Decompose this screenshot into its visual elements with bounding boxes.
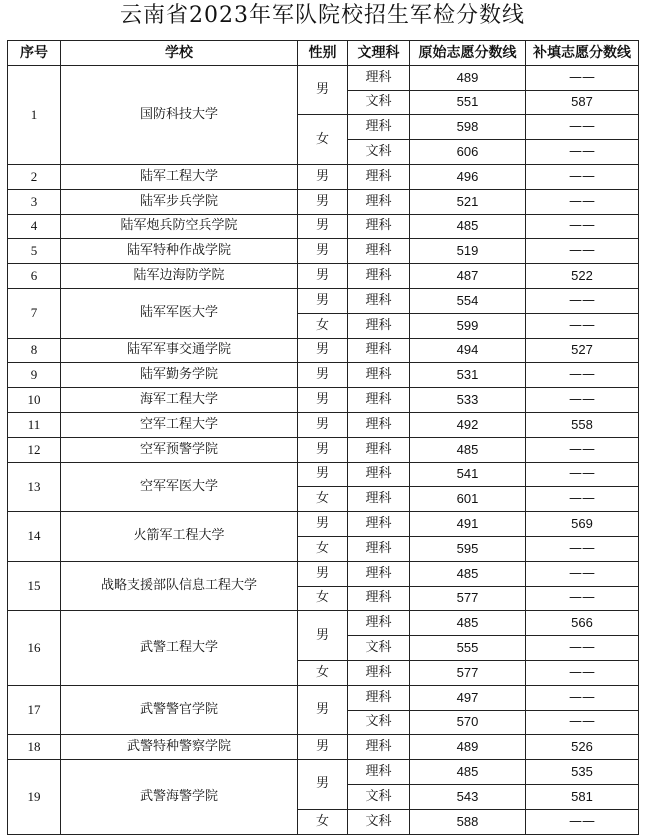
table-body xyxy=(8,65,639,834)
cell-original-score: 588 xyxy=(410,809,526,834)
cell-school-name: 陆军军事交通学院 xyxy=(61,338,298,363)
cell-subject: 理科 xyxy=(348,512,410,537)
cell-school-name: 武警特种警察学院 xyxy=(61,735,298,760)
table-row xyxy=(8,239,639,264)
cell-gender: 男 xyxy=(298,264,348,289)
cell-original-score: 485 xyxy=(410,760,526,785)
cell-supplement-score: —— xyxy=(526,239,639,264)
cell-supplement-score: 527 xyxy=(526,338,639,363)
cell-subject: 理科 xyxy=(348,363,410,388)
cell-original-score: 541 xyxy=(410,462,526,487)
cell-supplement-score: 581 xyxy=(526,784,639,809)
cell-supplement-score: —— xyxy=(526,710,639,735)
cell-school-name: 战略支援部队信息工程大学 xyxy=(61,561,298,611)
cell-school-name: 武警海警学院 xyxy=(61,760,298,834)
table-row xyxy=(8,611,639,636)
cell-subject: 文科 xyxy=(348,140,410,165)
header-index: 序号 xyxy=(8,41,61,66)
table-row xyxy=(8,735,639,760)
cell-school-name: 陆军炮兵防空兵学院 xyxy=(61,214,298,239)
cell-supplement-score: —— xyxy=(526,809,639,834)
cell-supplement-score: —— xyxy=(526,140,639,165)
cell-original-score: 496 xyxy=(410,164,526,189)
cell-supplement-score: 526 xyxy=(526,735,639,760)
cell-subject: 理科 xyxy=(348,239,410,264)
table-row xyxy=(8,65,639,90)
cell-supplement-score: 535 xyxy=(526,760,639,785)
cell-supplement-score: —— xyxy=(526,660,639,685)
cell-subject: 理科 xyxy=(348,536,410,561)
cell-supplement-score: —— xyxy=(526,363,639,388)
cell-subject: 文科 xyxy=(348,809,410,834)
cell-index: 4 xyxy=(8,214,61,239)
cell-school-name: 陆军步兵学院 xyxy=(61,189,298,214)
cell-supplement-score: —— xyxy=(526,586,639,611)
cell-subject: 理科 xyxy=(348,586,410,611)
cell-original-score: 598 xyxy=(410,115,526,140)
cell-original-score: 577 xyxy=(410,660,526,685)
cell-original-score: 599 xyxy=(410,313,526,338)
cell-subject: 理科 xyxy=(348,735,410,760)
table-row xyxy=(8,189,639,214)
cell-original-score: 577 xyxy=(410,586,526,611)
cell-index: 16 xyxy=(8,611,61,685)
cell-gender: 男 xyxy=(298,214,348,239)
cell-supplement-score: 558 xyxy=(526,412,639,437)
cell-subject: 理科 xyxy=(348,487,410,512)
cell-gender: 女 xyxy=(298,536,348,561)
cell-index: 13 xyxy=(8,462,61,512)
cell-subject: 理科 xyxy=(348,214,410,239)
cell-original-score: 485 xyxy=(410,437,526,462)
cell-original-score: 494 xyxy=(410,338,526,363)
cell-index: 5 xyxy=(8,239,61,264)
cell-gender: 男 xyxy=(298,388,348,413)
cell-supplement-score: —— xyxy=(526,189,639,214)
cell-subject: 理科 xyxy=(348,611,410,636)
header-school: 学校 xyxy=(61,41,298,66)
cell-gender: 男 xyxy=(298,685,348,735)
cell-original-score: 551 xyxy=(410,90,526,115)
cell-gender: 男 xyxy=(298,437,348,462)
page-title: 云南省2023年军队院校招生军检分数线 xyxy=(120,3,525,28)
table-row xyxy=(8,462,639,487)
table-row xyxy=(8,264,639,289)
cell-gender: 男 xyxy=(298,363,348,388)
cell-original-score: 555 xyxy=(410,636,526,661)
cell-subject: 文科 xyxy=(348,710,410,735)
cell-subject: 理科 xyxy=(348,685,410,710)
table-row xyxy=(8,412,639,437)
cell-gender: 男 xyxy=(298,462,348,487)
cell-supplement-score: 566 xyxy=(526,611,639,636)
cell-original-score: 485 xyxy=(410,214,526,239)
table-row xyxy=(8,561,639,586)
cell-subject: 理科 xyxy=(348,462,410,487)
header-subject: 文理科 xyxy=(348,41,410,66)
cell-gender: 男 xyxy=(298,412,348,437)
cell-original-score: 497 xyxy=(410,685,526,710)
cell-subject: 理科 xyxy=(348,437,410,462)
cell-supplement-score: —— xyxy=(526,313,639,338)
cell-original-score: 489 xyxy=(410,65,526,90)
cell-index: 3 xyxy=(8,189,61,214)
cell-school-name: 陆军军医大学 xyxy=(61,288,298,338)
cell-original-score: 543 xyxy=(410,784,526,809)
cell-school-name: 武警工程大学 xyxy=(61,611,298,685)
cell-original-score: 533 xyxy=(410,388,526,413)
cell-supplement-score: —— xyxy=(526,115,639,140)
cell-gender: 女 xyxy=(298,586,348,611)
table-row xyxy=(8,164,639,189)
cell-gender: 男 xyxy=(298,611,348,661)
cell-original-score: 519 xyxy=(410,239,526,264)
cell-index: 6 xyxy=(8,264,61,289)
table-row xyxy=(8,760,639,785)
cell-original-score: 485 xyxy=(410,561,526,586)
cell-supplement-score: —— xyxy=(526,65,639,90)
cell-gender: 男 xyxy=(298,65,348,115)
table-row xyxy=(8,363,639,388)
table-header-row xyxy=(8,41,639,66)
cell-subject: 文科 xyxy=(348,90,410,115)
table-row xyxy=(8,512,639,537)
cell-subject: 理科 xyxy=(348,65,410,90)
cell-gender: 男 xyxy=(298,760,348,810)
cell-gender: 女 xyxy=(298,115,348,165)
cell-subject: 理科 xyxy=(348,561,410,586)
cell-gender: 男 xyxy=(298,239,348,264)
cell-original-score: 487 xyxy=(410,264,526,289)
cell-index: 11 xyxy=(8,412,61,437)
cell-original-score: 492 xyxy=(410,412,526,437)
cell-supplement-score: —— xyxy=(526,288,639,313)
cell-subject: 理科 xyxy=(348,760,410,785)
cell-index: 10 xyxy=(8,388,61,413)
cell-subject: 理科 xyxy=(348,660,410,685)
cell-school-name: 空军预警学院 xyxy=(61,437,298,462)
cell-supplement-score: 522 xyxy=(526,264,639,289)
cell-original-score: 491 xyxy=(410,512,526,537)
table-row xyxy=(8,338,639,363)
cell-index: 7 xyxy=(8,288,61,338)
cell-index: 9 xyxy=(8,363,61,388)
cell-index: 1 xyxy=(8,65,61,164)
table-row xyxy=(8,685,639,710)
cell-school-name: 国防科技大学 xyxy=(61,65,298,164)
cell-school-name: 空军军医大学 xyxy=(61,462,298,512)
cell-school-name: 陆军工程大学 xyxy=(61,164,298,189)
cell-index: 8 xyxy=(8,338,61,363)
cell-supplement-score: —— xyxy=(526,487,639,512)
cell-supplement-score: —— xyxy=(526,437,639,462)
cell-original-score: 489 xyxy=(410,735,526,760)
cell-index: 15 xyxy=(8,561,61,611)
cell-original-score: 570 xyxy=(410,710,526,735)
cell-gender: 男 xyxy=(298,164,348,189)
cell-supplement-score: —— xyxy=(526,388,639,413)
cell-original-score: 595 xyxy=(410,536,526,561)
cell-school-name: 陆军边海防学院 xyxy=(61,264,298,289)
cell-index: 12 xyxy=(8,437,61,462)
cell-subject: 理科 xyxy=(348,164,410,189)
cell-gender: 女 xyxy=(298,809,348,834)
score-table xyxy=(7,40,639,835)
cell-gender: 男 xyxy=(298,189,348,214)
cell-school-name: 陆军勤务学院 xyxy=(61,363,298,388)
cell-gender: 男 xyxy=(298,288,348,313)
cell-supplement-score: 587 xyxy=(526,90,639,115)
cell-supplement-score: 569 xyxy=(526,512,639,537)
cell-subject: 理科 xyxy=(348,338,410,363)
cell-gender: 女 xyxy=(298,660,348,685)
cell-supplement-score: —— xyxy=(526,636,639,661)
header-supplement-score: 补填志愿分数线 xyxy=(526,41,639,66)
cell-index: 17 xyxy=(8,685,61,735)
cell-index: 2 xyxy=(8,164,61,189)
header-gender: 性别 xyxy=(298,41,348,66)
table-row xyxy=(8,437,639,462)
cell-gender: 男 xyxy=(298,735,348,760)
cell-subject: 文科 xyxy=(348,636,410,661)
cell-index: 19 xyxy=(8,760,61,834)
cell-gender: 男 xyxy=(298,561,348,586)
cell-subject: 文科 xyxy=(348,784,410,809)
cell-supplement-score: —— xyxy=(526,561,639,586)
cell-original-score: 531 xyxy=(410,363,526,388)
cell-gender: 女 xyxy=(298,313,348,338)
cell-original-score: 601 xyxy=(410,487,526,512)
cell-supplement-score: —— xyxy=(526,685,639,710)
cell-school-name: 海军工程大学 xyxy=(61,388,298,413)
cell-supplement-score: —— xyxy=(526,536,639,561)
cell-subject: 理科 xyxy=(348,189,410,214)
table-row xyxy=(8,388,639,413)
cell-subject: 理科 xyxy=(348,388,410,413)
cell-subject: 理科 xyxy=(348,412,410,437)
cell-index: 18 xyxy=(8,735,61,760)
cell-school-name: 陆军特种作战学院 xyxy=(61,239,298,264)
cell-subject: 理科 xyxy=(348,313,410,338)
cell-gender: 男 xyxy=(298,512,348,537)
cell-subject: 理科 xyxy=(348,264,410,289)
cell-original-score: 521 xyxy=(410,189,526,214)
cell-original-score: 485 xyxy=(410,611,526,636)
cell-gender: 男 xyxy=(298,338,348,363)
table-row xyxy=(8,214,639,239)
cell-subject: 理科 xyxy=(348,288,410,313)
cell-supplement-score: —— xyxy=(526,214,639,239)
cell-index: 14 xyxy=(8,512,61,562)
cell-original-score: 554 xyxy=(410,288,526,313)
cell-supplement-score: —— xyxy=(526,164,639,189)
cell-gender: 女 xyxy=(298,487,348,512)
header-original-score: 原始志愿分数线 xyxy=(410,41,526,66)
table-row xyxy=(8,288,639,313)
cell-school-name: 空军工程大学 xyxy=(61,412,298,437)
cell-original-score: 606 xyxy=(410,140,526,165)
cell-subject: 理科 xyxy=(348,115,410,140)
cell-school-name: 武警警官学院 xyxy=(61,685,298,735)
cell-school-name: 火箭军工程大学 xyxy=(61,512,298,562)
cell-supplement-score: —— xyxy=(526,462,639,487)
